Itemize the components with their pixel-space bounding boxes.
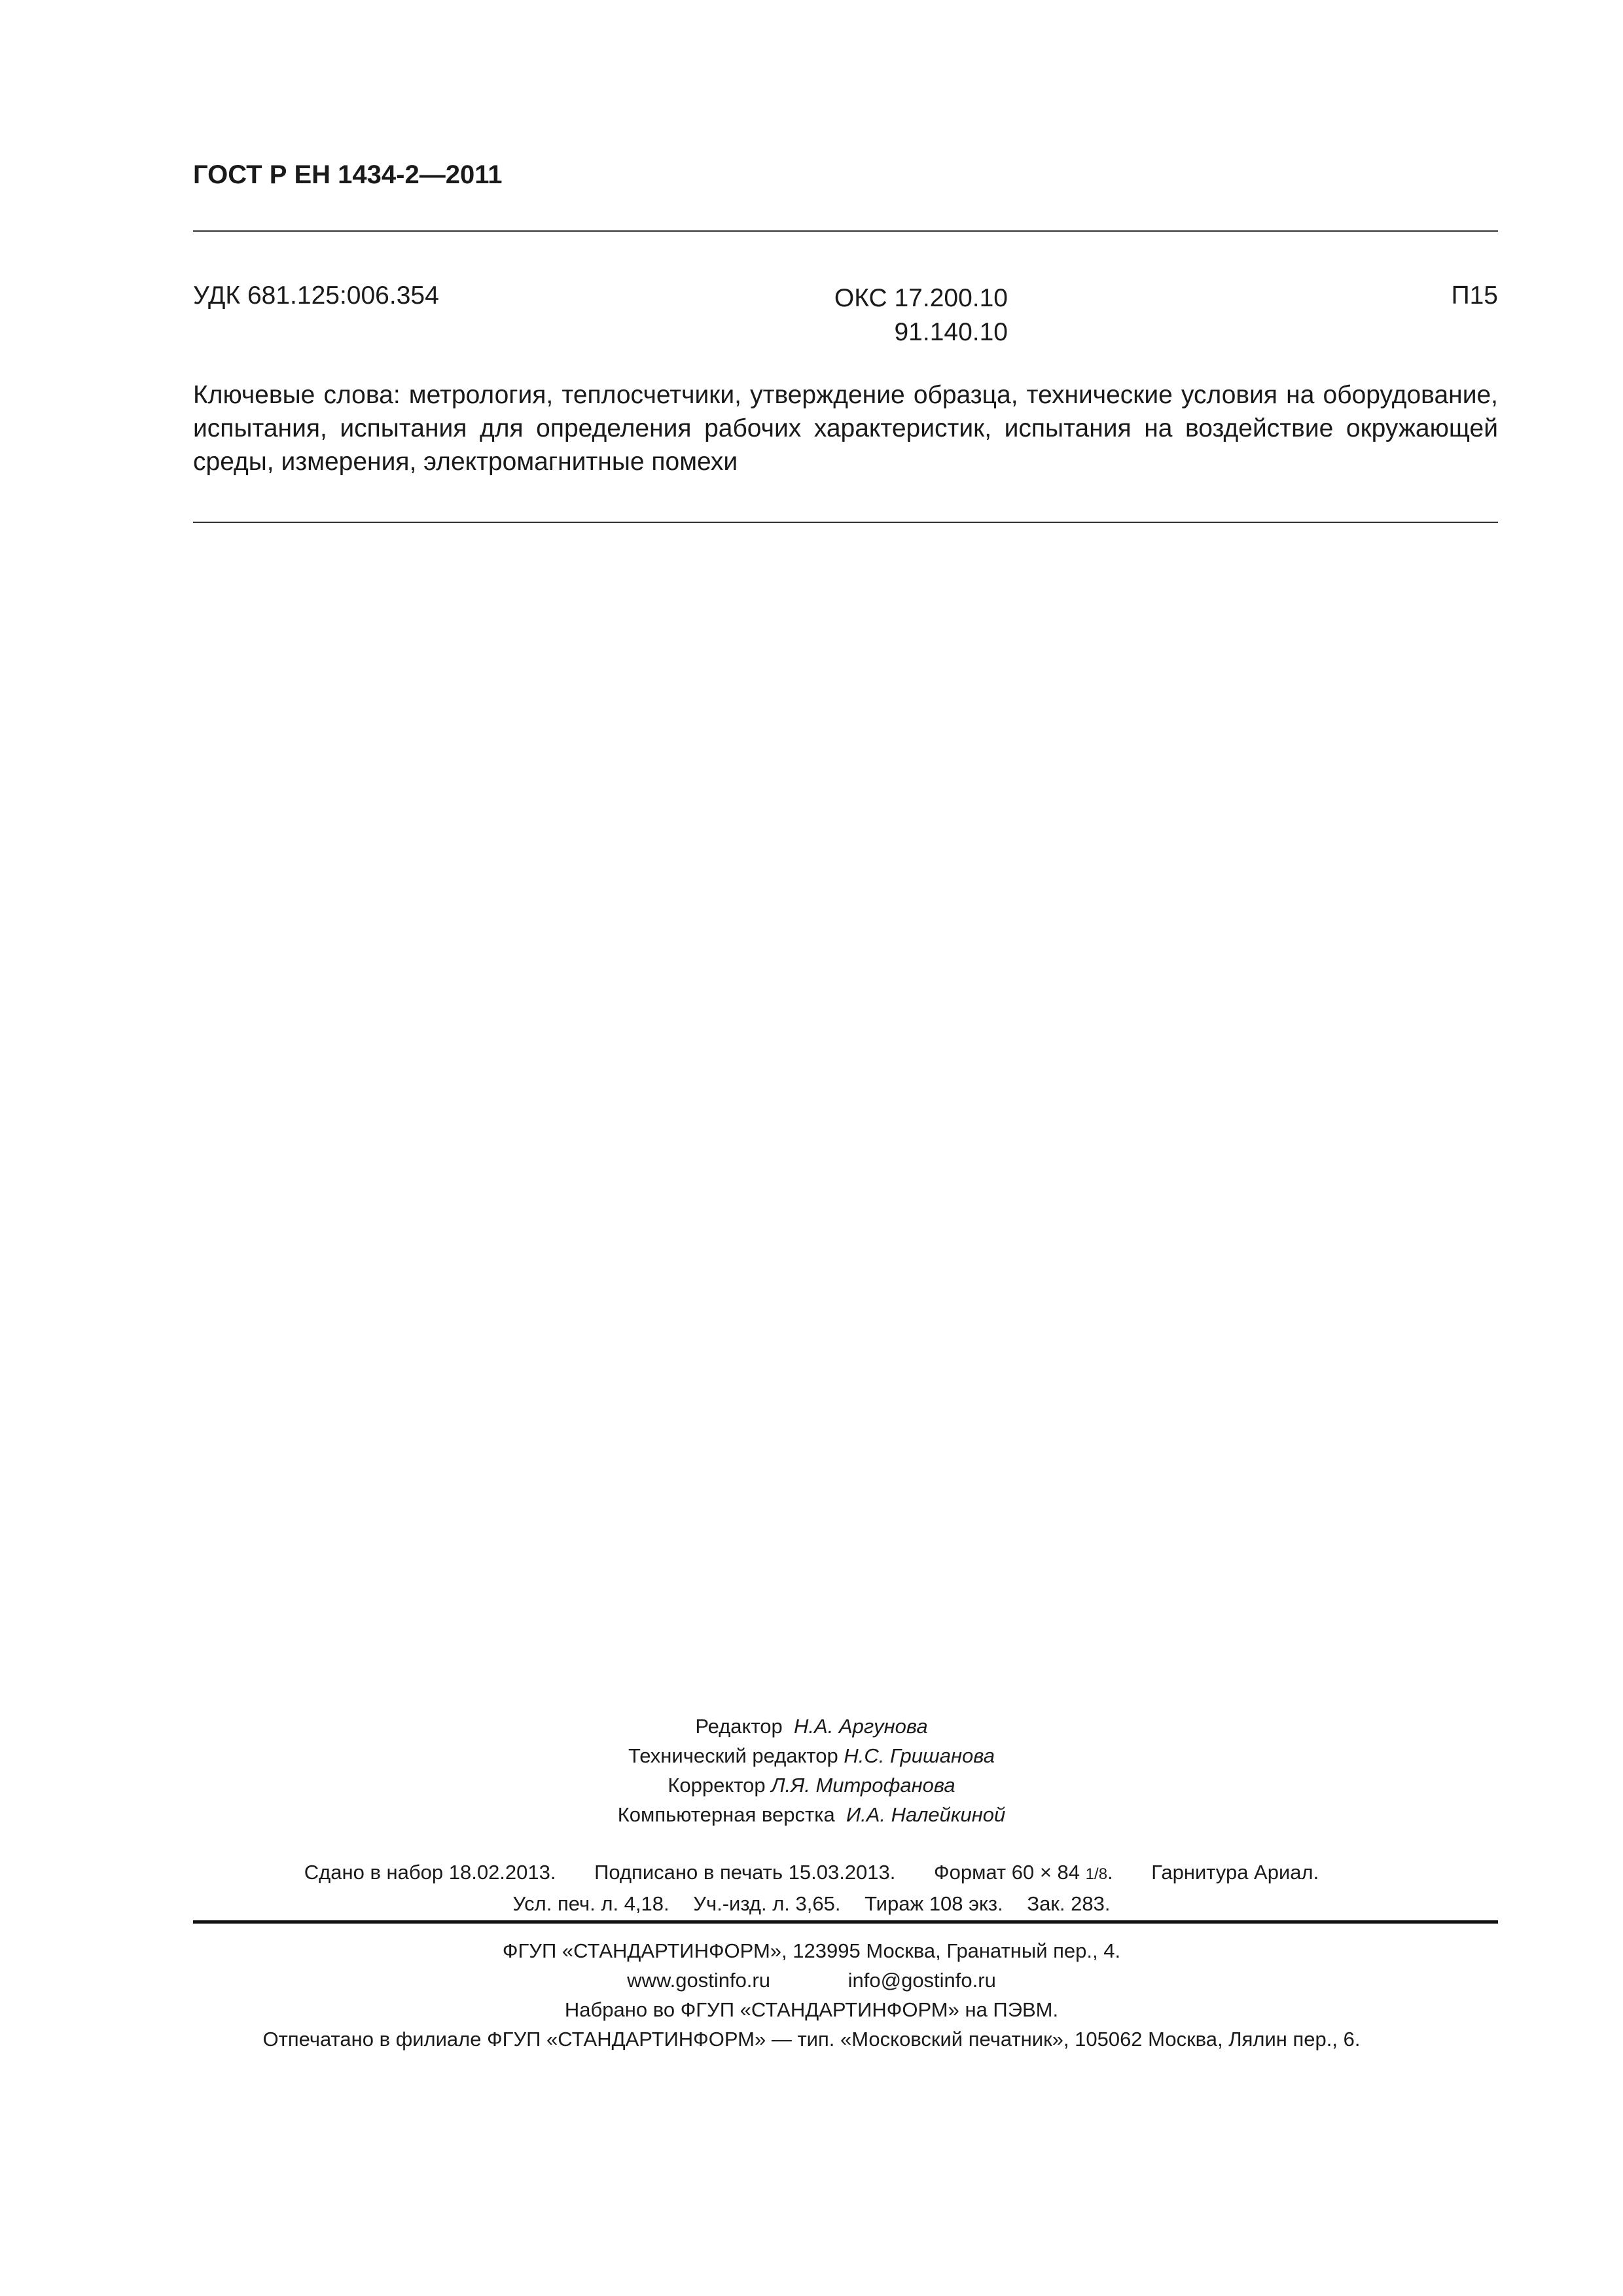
print-info-block bbox=[0, 1857, 1623, 1918]
publisher-email: info@gostinfo.ru bbox=[847, 1969, 996, 1992]
credit-name: Н.С. Гришанова bbox=[844, 1744, 995, 1767]
credit-name: Н.А. Аргунова bbox=[794, 1715, 928, 1738]
typeface: Гарнитура Ариал. bbox=[1151, 1861, 1319, 1884]
credit-role: Технический редактор bbox=[628, 1744, 838, 1767]
edit-sheets: Уч.-изд. л. 3,65. bbox=[693, 1892, 841, 1915]
credit-role: Редактор bbox=[695, 1715, 783, 1738]
typeset-note: Набрано во ФГУП «СТАНДАРТИНФОРМ» на ПЭВМ. bbox=[564, 1998, 1059, 2021]
credit-name: Л.Я. Митрофанова bbox=[771, 1774, 955, 1797]
signed-date: Подписано в печать 15.03.2013. bbox=[594, 1861, 896, 1884]
credit-name: И.А. Налейкиной bbox=[846, 1803, 1006, 1826]
credit-layout bbox=[0, 1800, 1623, 1829]
keywords-paragraph: Ключевые слова: метрология, теплосчетчики, утверждение образца, технические условия на оборудование, испытания, испытания для определения рабочих характеристик, испытания на воздействие окружающей среды, измерения, электромагнитные помехи bbox=[193, 381, 1498, 476]
udk-code: УДК 681.125:006.354 bbox=[193, 281, 439, 310]
publisher-divider bbox=[193, 1920, 1498, 1924]
credit-role: Корректор bbox=[668, 1774, 766, 1797]
format-fraction: 1/8 bbox=[1085, 1865, 1108, 1883]
document-number: ГОСТ Р ЕН 1434-2—2011 bbox=[193, 160, 503, 189]
print-sheets: Усл. печ. л. 4,18. bbox=[512, 1892, 669, 1915]
printed-note: Отпечатано в филиале ФГУП «СТАНДАРТИНФОРМ» — тип. «Московский печатник», 105062 Москва, Лялин пер., 6. bbox=[262, 2028, 1361, 2051]
oks-codes bbox=[825, 281, 1008, 350]
credit-proofreader bbox=[0, 1770, 1623, 1800]
credit-tech-editor bbox=[0, 1741, 1623, 1770]
format: Формат 60 × 84 1/8. bbox=[934, 1861, 1113, 1884]
keywords-divider bbox=[193, 522, 1498, 523]
publisher-address: ФГУП «СТАНДАРТИНФОРМ», 123995 Москва, Гранатный пер., 4. bbox=[502, 1939, 1121, 1962]
group-code: П15 bbox=[1451, 281, 1498, 310]
order-number: Зак. 283. bbox=[1027, 1892, 1111, 1915]
submitted-date: Сдано в набор 18.02.2013. bbox=[304, 1861, 556, 1884]
credit-role: Компьютерная верстка bbox=[617, 1803, 835, 1826]
top-divider bbox=[193, 230, 1498, 232]
print-info-line-2 bbox=[0, 1889, 1623, 1918]
publisher-block bbox=[0, 1936, 1623, 2054]
oks-code-1: ОКС 17.200.10 bbox=[834, 284, 1008, 312]
credits-block bbox=[0, 1712, 1623, 1829]
circulation: Тираж 108 экз. bbox=[865, 1892, 1003, 1915]
oks-code-2: 91.140.10 bbox=[894, 318, 1008, 346]
credit-editor bbox=[0, 1712, 1623, 1741]
publisher-website: www.gostinfo.ru bbox=[627, 1969, 770, 1992]
print-info-line-1 bbox=[0, 1857, 1623, 1889]
publisher-contacts bbox=[0, 1965, 1623, 1995]
